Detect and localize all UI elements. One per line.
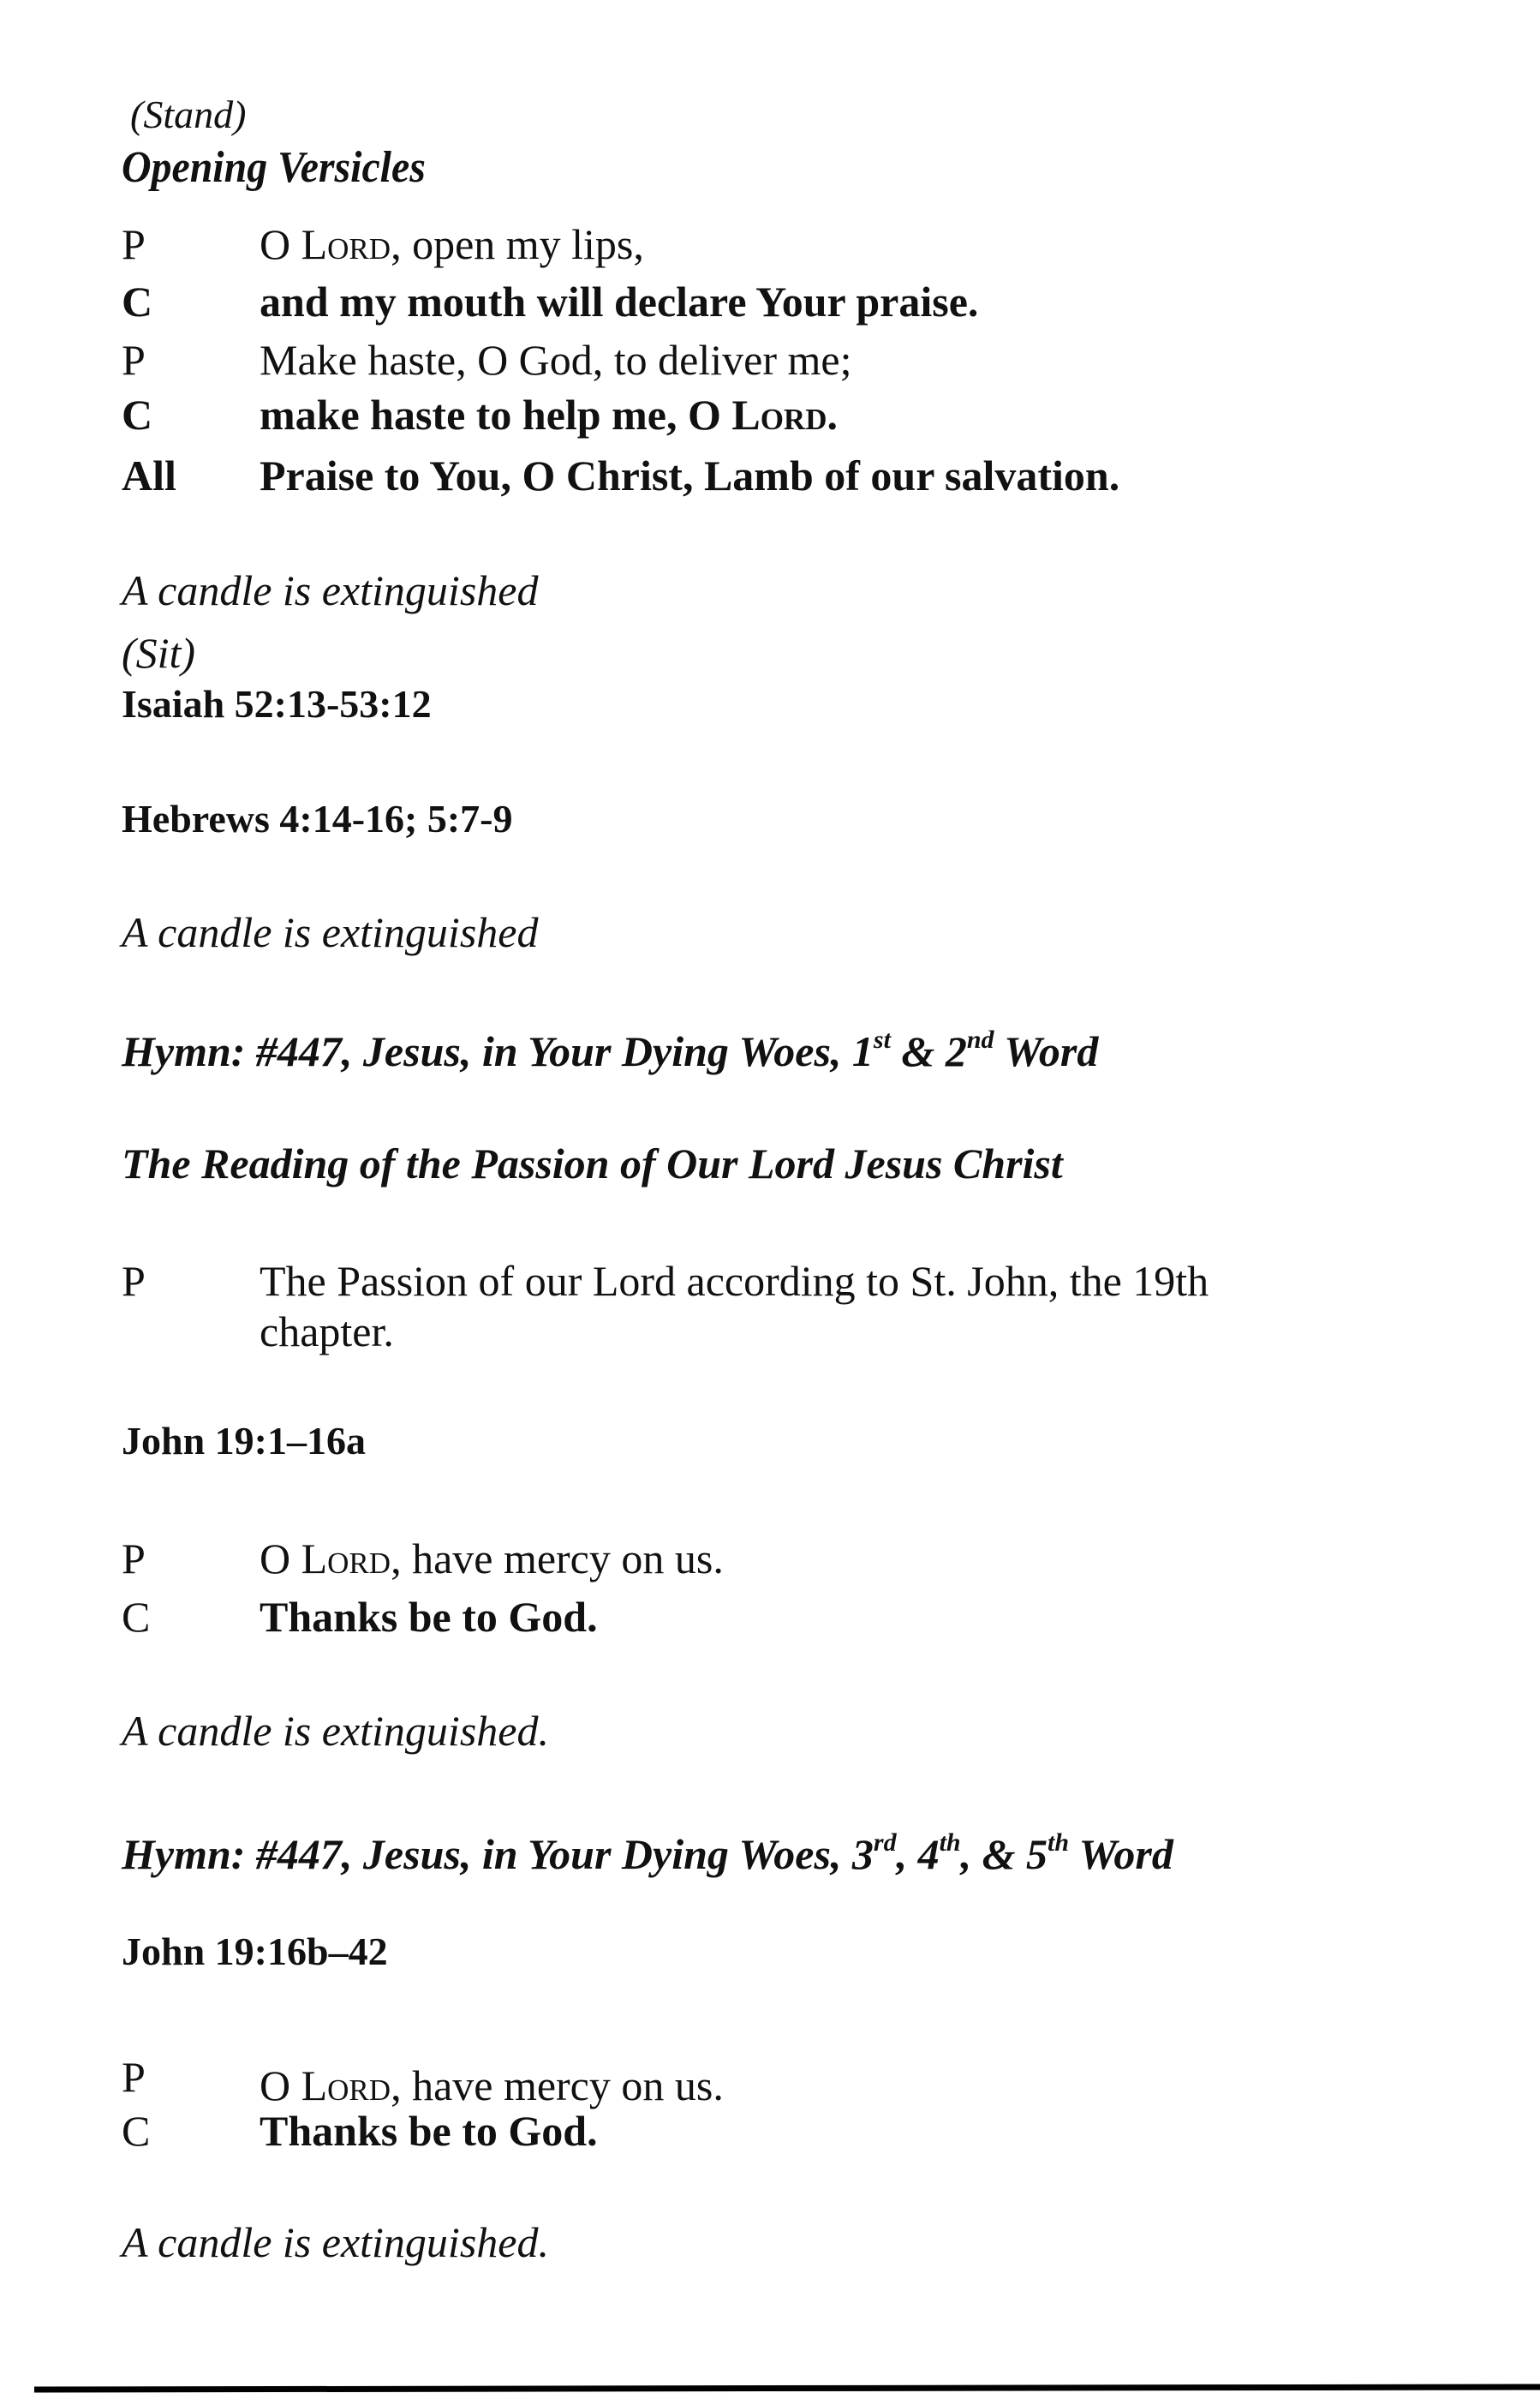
speaker: P xyxy=(122,220,146,268)
rubric-candle-2: A candle is extinguished xyxy=(122,908,539,956)
rubric-candle-4: A candle is extinguished. xyxy=(122,2218,549,2266)
reading-hebrews: Hebrews 4:14-16; 5:7-9 xyxy=(122,797,513,841)
rubric-stand: (Stand) xyxy=(130,93,247,136)
speaker: C xyxy=(122,391,153,439)
speaker: P xyxy=(122,336,146,384)
heading-opening-versicles: Opening Versicles xyxy=(122,143,426,192)
reading-isaiah: Isaiah 52:13-53:12 xyxy=(122,682,432,726)
rubric-sit: (Sit) xyxy=(122,629,196,677)
passion-intro-line-1: The Passion of our Lord according to St. John, the 19th xyxy=(260,1257,1209,1305)
rubric-candle-1: A candle is extinguished xyxy=(122,566,539,614)
passion-intro-line-2: chapter. xyxy=(260,1307,394,1355)
response-text: Thanks be to God. xyxy=(260,1593,598,1641)
hymn-2: Hymn: #447, Jesus, in Your Dying Woes, 3rd, 4th, & 5th Word xyxy=(122,1828,1173,1878)
response-text: O Lord, have mercy on us. xyxy=(260,2061,724,2109)
versicle-text: make haste to help me, O Lord. xyxy=(260,391,838,439)
hymn-1: Hymn: #447, Jesus, in Your Dying Woes, 1st & 2nd Word xyxy=(122,1026,1099,1075)
speaker: P xyxy=(122,1535,146,1582)
speaker: All xyxy=(122,452,176,500)
versicle-text: and my mouth will declare Your praise. xyxy=(260,278,979,326)
speaker: C xyxy=(122,2107,151,2155)
reading-john-1: John 19:1–16a xyxy=(122,1419,366,1463)
response-text: Thanks be to God. xyxy=(260,2107,598,2155)
page-edge-rule xyxy=(34,2384,1540,2392)
speaker: P xyxy=(122,2053,146,2101)
speaker: C xyxy=(122,278,153,326)
speaker: P xyxy=(122,1257,146,1305)
heading-passion-reading: The Reading of the Passion of Our Lord Jesus Christ xyxy=(122,1140,1063,1188)
versicle-text: Praise to You, O Christ, Lamb of our salvation. xyxy=(260,452,1120,500)
response-text: O Lord, have mercy on us. xyxy=(260,1535,724,1582)
versicle-text: O Lord, open my lips, xyxy=(260,220,644,268)
rubric-candle-3: A candle is extinguished. xyxy=(122,1707,549,1755)
reading-john-2: John 19:16b–42 xyxy=(122,1929,388,1973)
versicle-text: Make haste, O God, to deliver me; xyxy=(260,336,852,384)
speaker: C xyxy=(122,1593,151,1641)
